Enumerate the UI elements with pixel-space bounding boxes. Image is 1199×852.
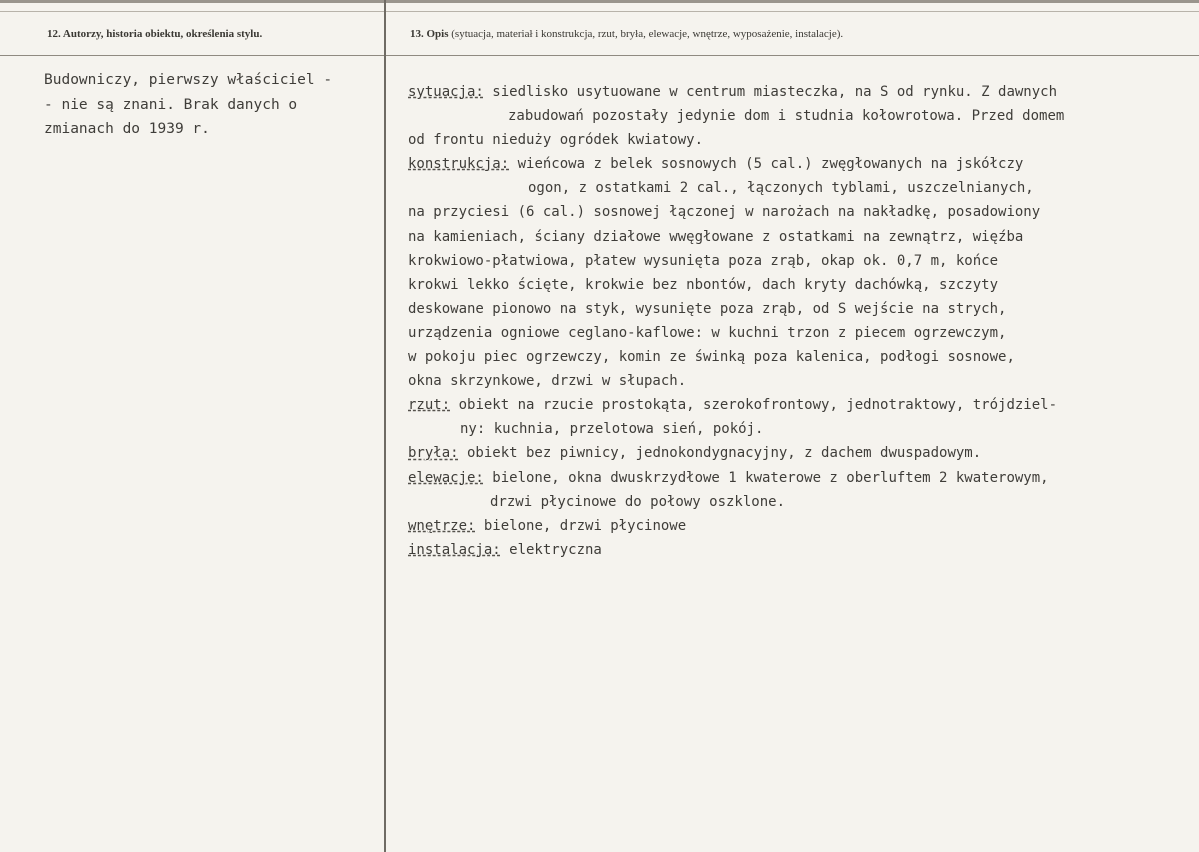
sytuacja-text-1: siedlisko usytuowane w centrum miasteczka, na S od rynku. Z dawnych: [483, 84, 1058, 100]
sytuacja-line-1: [408, 80, 1198, 104]
konstrukcja-line-9: w pokoju piec ogrzewczy, komin ze świnką poza kalenica, podłogi sosnowe,: [408, 349, 1015, 366]
sytuacja-line-2: zabudowań pozostały jedynie dom i studnia kołowrotowa. Przed domem: [508, 108, 1065, 125]
column-divider: [384, 0, 386, 852]
elewacje-key: elewacje:: [408, 469, 484, 486]
left-line-3: zmianach do 1939 r.: [44, 121, 210, 137]
konstrukcja-line-1: [408, 152, 1198, 176]
top-border-thin: [0, 11, 1199, 12]
wnetrze-text-1: bielone, drzwi płycinowe: [475, 517, 687, 534]
bryla-text-1: obiekt bez piwnicy, jednokondygnacyjny, z dachem dwuspadowym.: [458, 445, 982, 462]
instalacja-line-1: [408, 538, 1198, 562]
elewacje-line-1: [408, 466, 1198, 490]
instalacja-text-1: elektryczna: [500, 541, 602, 558]
konstrukcja-key: konstrukcja:: [408, 156, 510, 173]
header-divider: [0, 55, 1199, 56]
rzut-line-1: [408, 393, 1198, 417]
konstrukcja-line-8: urządzenia ogniowe ceglano-kaflowe: w kuchni trzon z piecem ogrzewczym,: [408, 324, 1007, 341]
section-12-heading: 12. Autorzy, historia obiektu, określenia stylu.: [47, 28, 263, 40]
section-13-title: (sytuacja, materiał i konstrukcja, rzut, bryła, elewacje, wnętrze, wyposażenie, instalacje).: [451, 28, 844, 40]
konstrukcja-line-10: okna skrzynkowe, drzwi w słupach.: [408, 373, 687, 390]
left-line-2: - nie są znani. Brak danych o: [44, 96, 298, 113]
wnetrze-key: wnętrze:: [408, 517, 476, 534]
left-line-1: Budowniczy, pierwszy właściciel -: [44, 72, 333, 88]
rzut-key: rzut:: [408, 397, 451, 414]
description-text: [408, 80, 1198, 562]
authors-history-text: [44, 68, 374, 142]
konstrukcja-line-6: krokwi lekko ścięte, krokwie bez nbontów, dach kryty dachówką, szczyty: [408, 276, 999, 293]
elewacje-text-1: bielone, okna dwuskrzydłowe 1 kwaterowe z oberluftem 2 kwaterowym,: [483, 469, 1049, 486]
top-border: [0, 0, 1199, 3]
section-13-number: 13. Opis: [410, 28, 449, 40]
rzut-text-1: obiekt na rzucie prostokąta, szerokofrontowy, jednotraktowy, trójdziel-: [450, 397, 1058, 414]
sytuacja-line-3: od frontu nieduży ogródek kwiatowy.: [408, 132, 704, 149]
bryla-key: bryła:: [408, 445, 459, 462]
konstrukcja-line-5: krokwiowo-płatwiowa, płatew wysunięta poza zrąb, okap ok. 0,7 m, końce: [408, 252, 999, 269]
sytuacja-key: sytuacja:: [408, 84, 484, 100]
rzut-line-2: ny: kuchnia, przelotowa sień, pokój.: [460, 421, 764, 438]
wnetrze-line-1: [408, 514, 1198, 538]
konstrukcja-line-4: na kamieniach, ściany działowe wwęgłowane z ostatkami na zewnątrz, więźba: [408, 228, 1024, 245]
elewacje-line-2: drzwi płycinowe do połowy oszklone.: [490, 493, 786, 510]
konstrukcja-line-7: deskowane pionowo na styk, wysunięte poza zrąb, od S wejście na strych,: [408, 300, 1007, 317]
instalacja-key: instalacja:: [408, 541, 501, 558]
konstrukcja-line-3: na przyciesi (6 cal.) sosnowej łączonej w narożach na nakładkę, posadowiony: [408, 204, 1041, 221]
section-13-heading: [410, 28, 843, 40]
bryla-line-1: [408, 441, 1198, 465]
konstrukcja-text-1: wieńcowa z belek sosnowych (5 cal.) zwęgłowanych na jskółczy: [509, 156, 1024, 173]
konstrukcja-line-2: ogon, z ostatkami 2 cal., łączonych tyblami, uszczelnianych,: [528, 180, 1034, 197]
